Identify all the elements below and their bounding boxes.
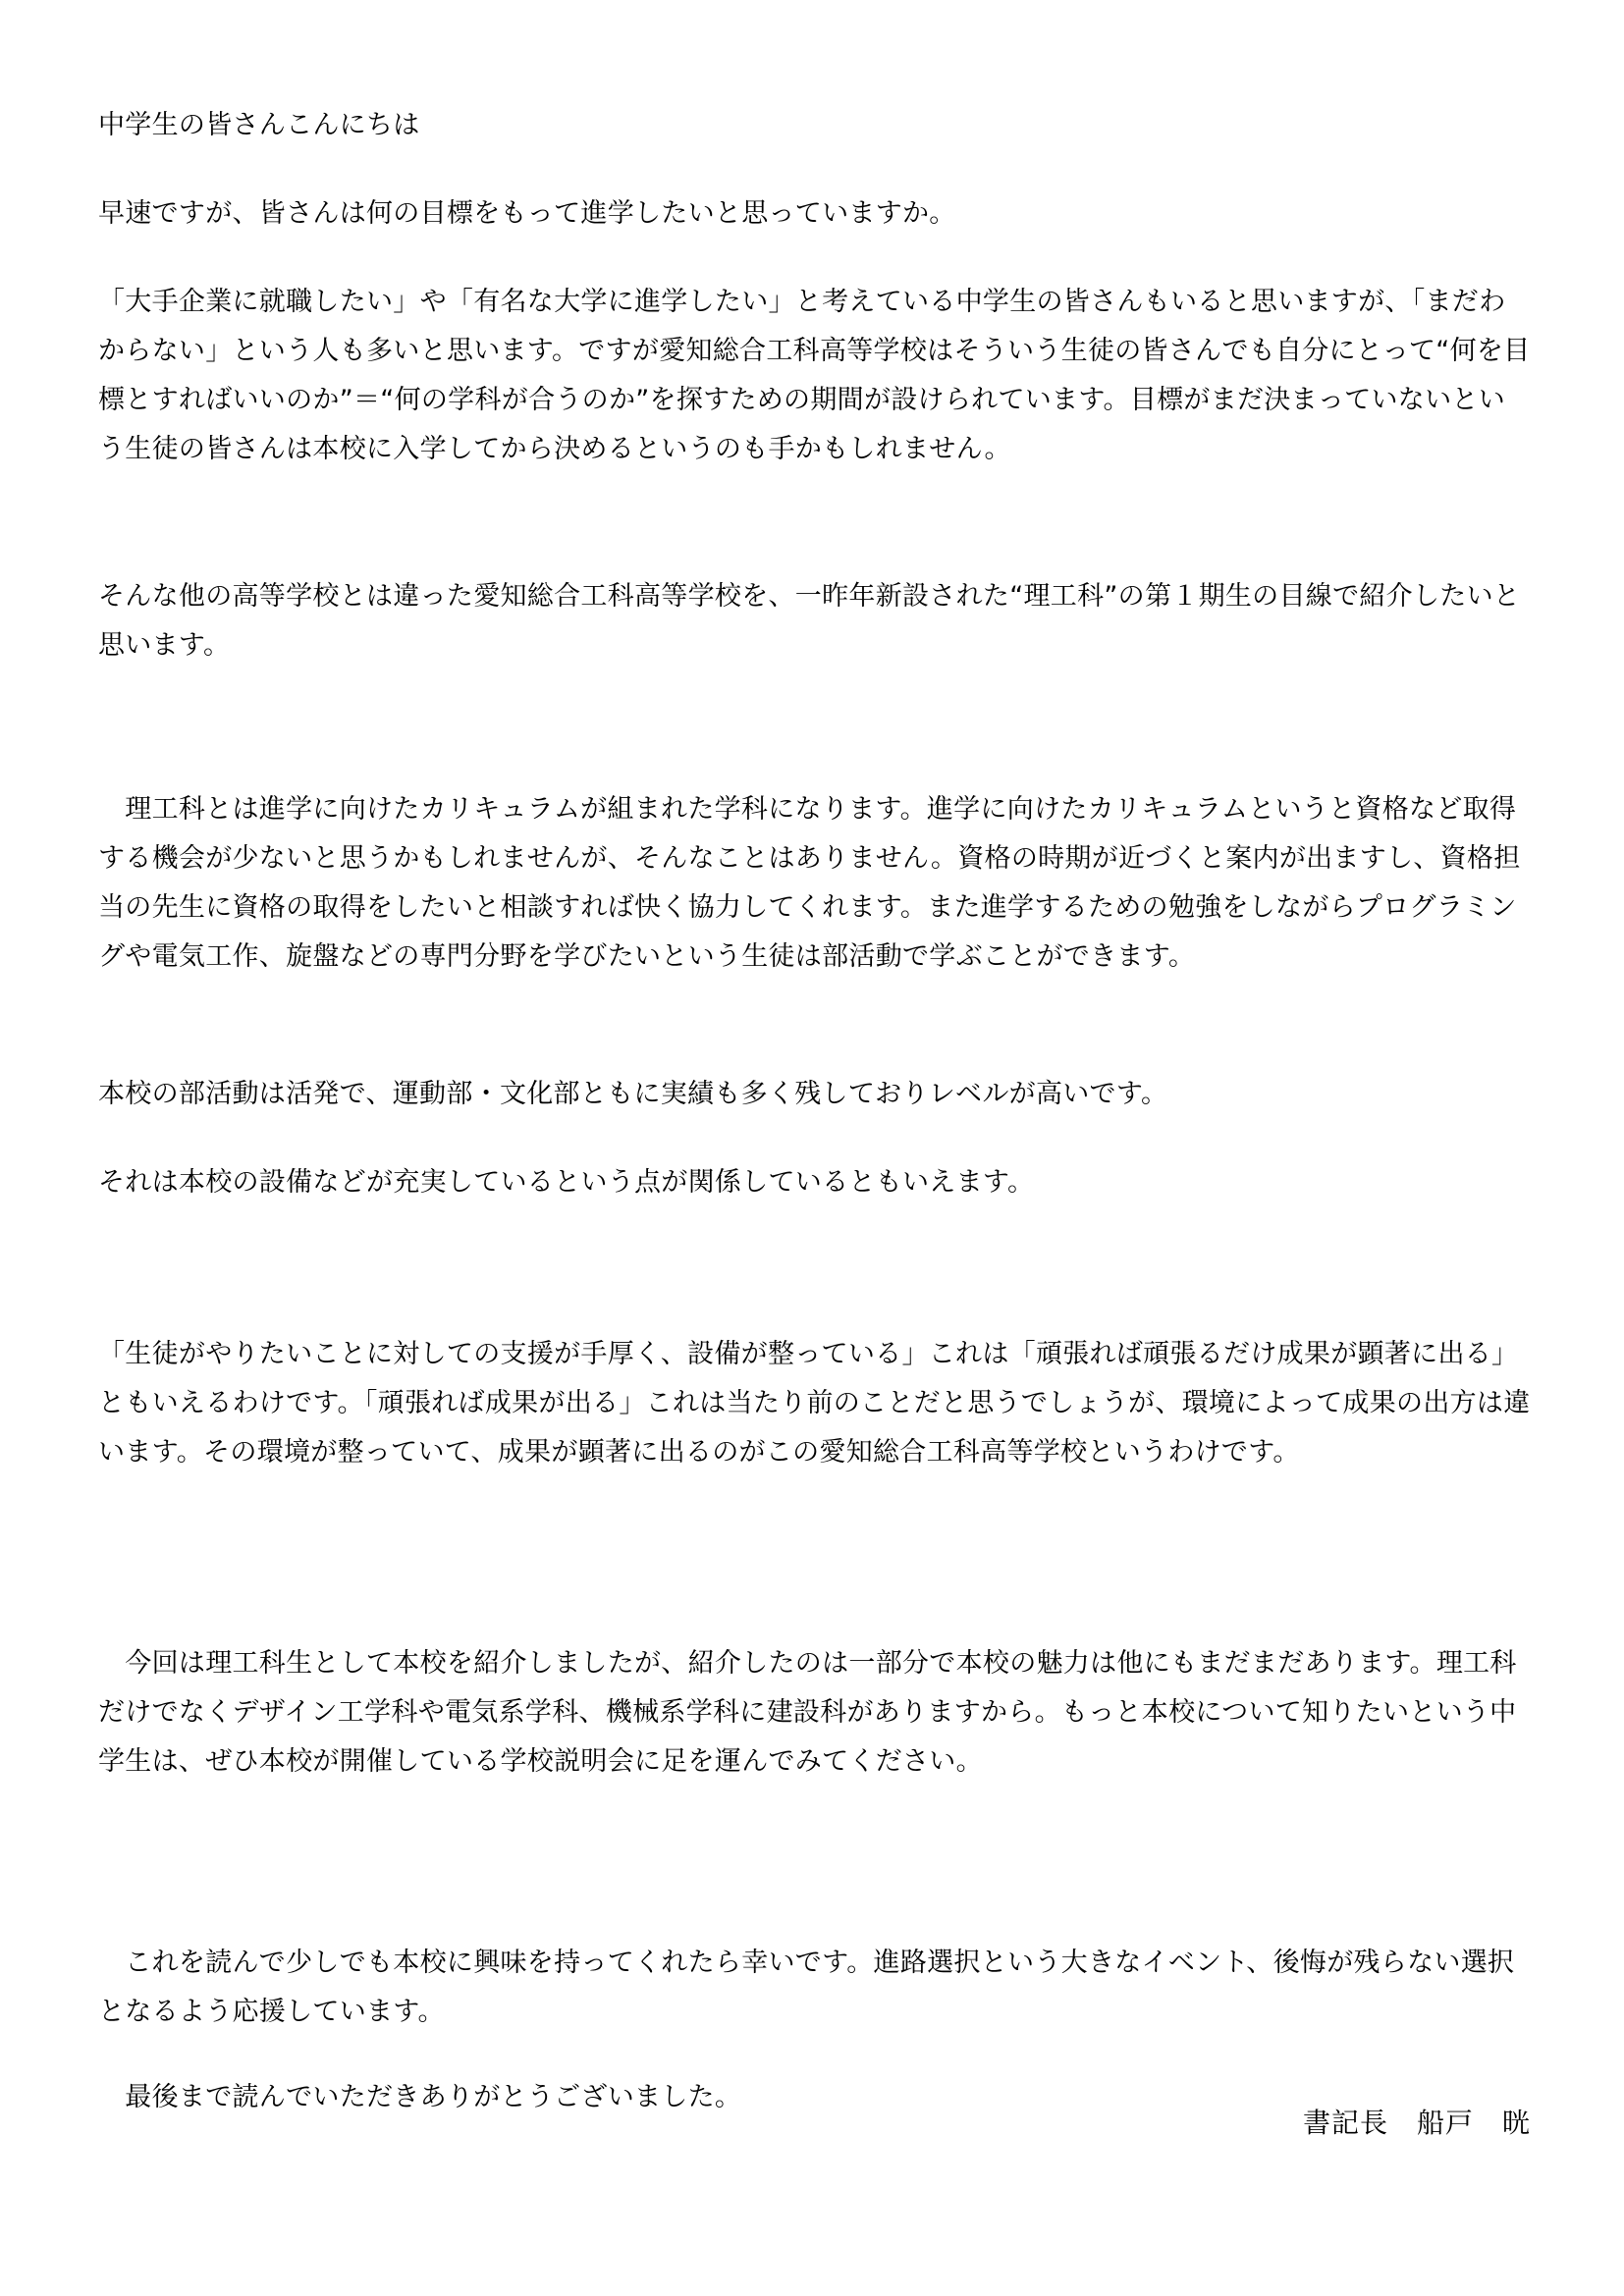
paragraph-goals: 「大手企業に就職したい」や「有名な大学に進学したい」と考えている中学生の皆さんもいると思いますが、「まだわからない」という人も多いと思います。ですが愛知総合工科高等学校はそういう生徒の皆さんでも自分にとって“何を目標とすればいいのか”＝“何の学科が合うのか”を探すための期間が設けられています。目標がまだ決まっていないという生徒の皆さんは本校に入学してから決めるというのも手かもしれません。 [98, 287, 1531, 464]
paragraph-facilities: それは本校の設備などが充実しているという点が関係しているともいえます。 [98, 1167, 1035, 1198]
paragraph-intro: そんな他の高等学校とは違った愛知総合工科高等学校を、一昨年新設された“理工科”の第１期生の目線で紹介したいと思います。 [98, 581, 1521, 661]
paragraph-science-course: 理工科とは進学に向けたカリキュラムが組まれた学科になります。進学に向けたカリキュラムというと資格など取得する機会が少ないと思うかもしれませんが、そんなことはありません。資格の時期が近づくと案内が出ますし、資格担当の先生に資格の取得をしたいと相談すれば快く協力してくれます。また進学するための勉強をしながらプログラミングや電気工作、旋盤などの専門分野を学びたいという生徒は部活動で学ぶことができます。 [98, 794, 1521, 972]
paragraph-closing: これを読んで少しでも本校に興味を持ってくれたら幸いです。進路選択という大きなイベント、後悔が残らない選択となるよう応援しています。 [98, 1948, 1515, 2027]
paragraph-support: 「生徒がやりたいことに対しての支援が手厚く、設備が整っている」これは「頑張れば頑張るだけ成果が顕著に出る」ともいえるわけです。「頑張れば成果が出る」これは当たり前のことだと思うでしょうが、環境によって成果の出方は違います。その環境が整っていて、成果が顕著に出るのがこの愛知総合工科高等学校というわけです。 [98, 1339, 1531, 1468]
thanks-line: 最後まで読んでいただきありがとうございました。 [98, 2082, 742, 2112]
opening-question: 早速ですが、皆さんは何の目標をもって進学したいと思っていますか。 [98, 198, 956, 229]
paragraph-clubs: 本校の部活動は活発で、運動部・文化部ともに実績も多く残しておりレベルが高いです。 [98, 1079, 1168, 1109]
greeting-line: 中学生の皆さんこんにちは [98, 110, 420, 140]
author-signature: 書記長 船戸 晄 [1302, 2107, 1531, 2139]
paragraph-departments: 今回は理工科生として本校を紹介しましたが、紹介したのは一部分で本校の魅力は他にもまだまだあります。理工科だけでなくデザイン工学科や電気系学科、機械系学科に建設科がありますから。もっと本校について知りたいという中学生は、ぜひ本校が開催している学校説明会に足を運んでみてください。 [98, 1648, 1517, 1777]
